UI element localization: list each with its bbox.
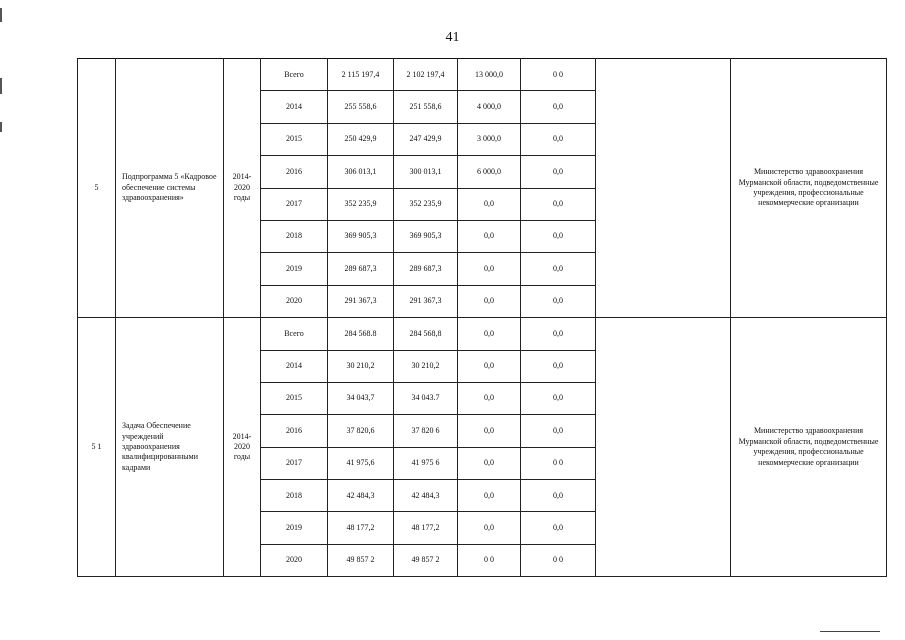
cell-total: 49 857 2 <box>328 544 394 576</box>
cell-year: 2016 <box>261 415 328 447</box>
cell-total: 306 013,1 <box>328 156 394 188</box>
cell-other: 0 0 <box>521 59 596 91</box>
cell-total: 42 484,3 <box>328 480 394 512</box>
cell-regional: 49 857 2 <box>394 544 458 576</box>
cell-year: 2017 <box>261 188 328 220</box>
cell-federal: 0,0 <box>458 415 521 447</box>
period: 2014-2020 годы <box>224 318 261 577</box>
cell-other: 0,0 <box>521 350 596 382</box>
cell-total: 369 905,3 <box>328 220 394 252</box>
measure-name: Задача Обеспечение учреждений здравоохранения квалифицированными кадрами <box>116 318 224 577</box>
cell-federal: 0,0 <box>458 188 521 220</box>
cell-year: 2019 <box>261 253 328 285</box>
cell-federal: 0,0 <box>458 447 521 479</box>
cell-federal: 6 000,0 <box>458 156 521 188</box>
table-row <box>78 318 887 350</box>
cell-federal: 0,0 <box>458 350 521 382</box>
cell-year: 2015 <box>261 123 328 155</box>
cell-regional: 37 820 6 <box>394 415 458 447</box>
cell-federal: 0 0 <box>458 544 521 576</box>
cell-year: 2017 <box>261 447 328 479</box>
row-number: 5 1 <box>78 318 116 577</box>
executors: Министерство здравоохранения Мурманской области, подведомственные учреждения, профессиональные некоммерческие организации <box>731 318 887 577</box>
cell-federal: 4 000,0 <box>458 91 521 123</box>
cell-year: 2015 <box>261 382 328 414</box>
cell-federal: 0,0 <box>458 285 521 317</box>
cell-other: 0,0 <box>521 382 596 414</box>
cell-year: Всего <box>261 59 328 91</box>
cell-total: 2 115 197,4 <box>328 59 394 91</box>
cell-total: 34 043,7 <box>328 382 394 414</box>
cell-year: 2016 <box>261 156 328 188</box>
cell-federal: 0,0 <box>458 480 521 512</box>
scan-edge-mark <box>0 78 2 94</box>
cell-other: 0,0 <box>521 220 596 252</box>
cell-regional: 2 102 197,4 <box>394 59 458 91</box>
cell-total: 289 687,3 <box>328 253 394 285</box>
cell-year: 2014 <box>261 350 328 382</box>
scan-edge-mark <box>0 122 2 132</box>
cell-total: 37 820,6 <box>328 415 394 447</box>
cell-year: 2014 <box>261 91 328 123</box>
cell-total: 48 177,2 <box>328 512 394 544</box>
cell-other: 0,0 <box>521 480 596 512</box>
cell-regional: 30 210,2 <box>394 350 458 382</box>
cell-other: 0 0 <box>521 447 596 479</box>
cell-federal: 0,0 <box>458 253 521 285</box>
cell-other: 0,0 <box>521 512 596 544</box>
cell-other: 0,0 <box>521 188 596 220</box>
period: 2014-2020 годы <box>224 59 261 318</box>
cell-regional: 289 687,3 <box>394 253 458 285</box>
cell-regional: 42 484,3 <box>394 480 458 512</box>
cell-regional: 352 235,9 <box>394 188 458 220</box>
cell-federal: 13 000,0 <box>458 59 521 91</box>
cell-total: 41 975,6 <box>328 447 394 479</box>
page-number: 41 <box>445 30 460 45</box>
cell-regional: 369 905,3 <box>394 220 458 252</box>
cell-total: 291 367,3 <box>328 285 394 317</box>
cell-federal: 0,0 <box>458 512 521 544</box>
cell-other: 0,0 <box>521 91 596 123</box>
row-number: 5 <box>78 59 116 318</box>
scan-edge-mark <box>0 8 2 22</box>
cell-federal: 0,0 <box>458 318 521 350</box>
cell-regional: 41 975 6 <box>394 447 458 479</box>
cell-total: 250 429,9 <box>328 123 394 155</box>
executors: Министерство здравоохранения Мурманской области, подведомственные учреждения, профессиональные некоммерческие организации <box>731 59 887 318</box>
cell-total: 352 235,9 <box>328 188 394 220</box>
cell-other: 0,0 <box>521 253 596 285</box>
measure-name: Подпрограмма 5 «Кадровое обеспечение системы здравоохранения» <box>116 59 224 318</box>
cell-regional: 284 568,8 <box>394 318 458 350</box>
program-funding-table <box>77 58 887 577</box>
cell-federal: 3 000,0 <box>458 123 521 155</box>
cell-other: 0,0 <box>521 285 596 317</box>
cell-regional: 247 429,9 <box>394 123 458 155</box>
cell-year: 2018 <box>261 480 328 512</box>
cell-total: 255 558,6 <box>328 91 394 123</box>
cell-total: 284 568.8 <box>328 318 394 350</box>
cell-regional: 291 367,3 <box>394 285 458 317</box>
table-row <box>78 59 887 91</box>
cell-regional: 48 177,2 <box>394 512 458 544</box>
indicator-cell <box>596 318 731 577</box>
cell-regional: 34 043.7 <box>394 382 458 414</box>
indicator-cell <box>596 59 731 318</box>
cell-year: 2019 <box>261 512 328 544</box>
cell-year: 2020 <box>261 544 328 576</box>
cell-other: 0 0 <box>521 544 596 576</box>
cell-total: 30 210,2 <box>328 350 394 382</box>
cell-regional: 300 013,1 <box>394 156 458 188</box>
cell-year: 2018 <box>261 220 328 252</box>
cell-year: 2020 <box>261 285 328 317</box>
cell-other: 0,0 <box>521 415 596 447</box>
cell-other: 0,0 <box>521 123 596 155</box>
cell-other: 0,0 <box>521 318 596 350</box>
cell-federal: 0,0 <box>458 220 521 252</box>
cell-year: Всего <box>261 318 328 350</box>
cell-federal: 0,0 <box>458 382 521 414</box>
cell-other: 0,0 <box>521 156 596 188</box>
cell-regional: 251 558,6 <box>394 91 458 123</box>
footer-rule <box>820 631 880 632</box>
